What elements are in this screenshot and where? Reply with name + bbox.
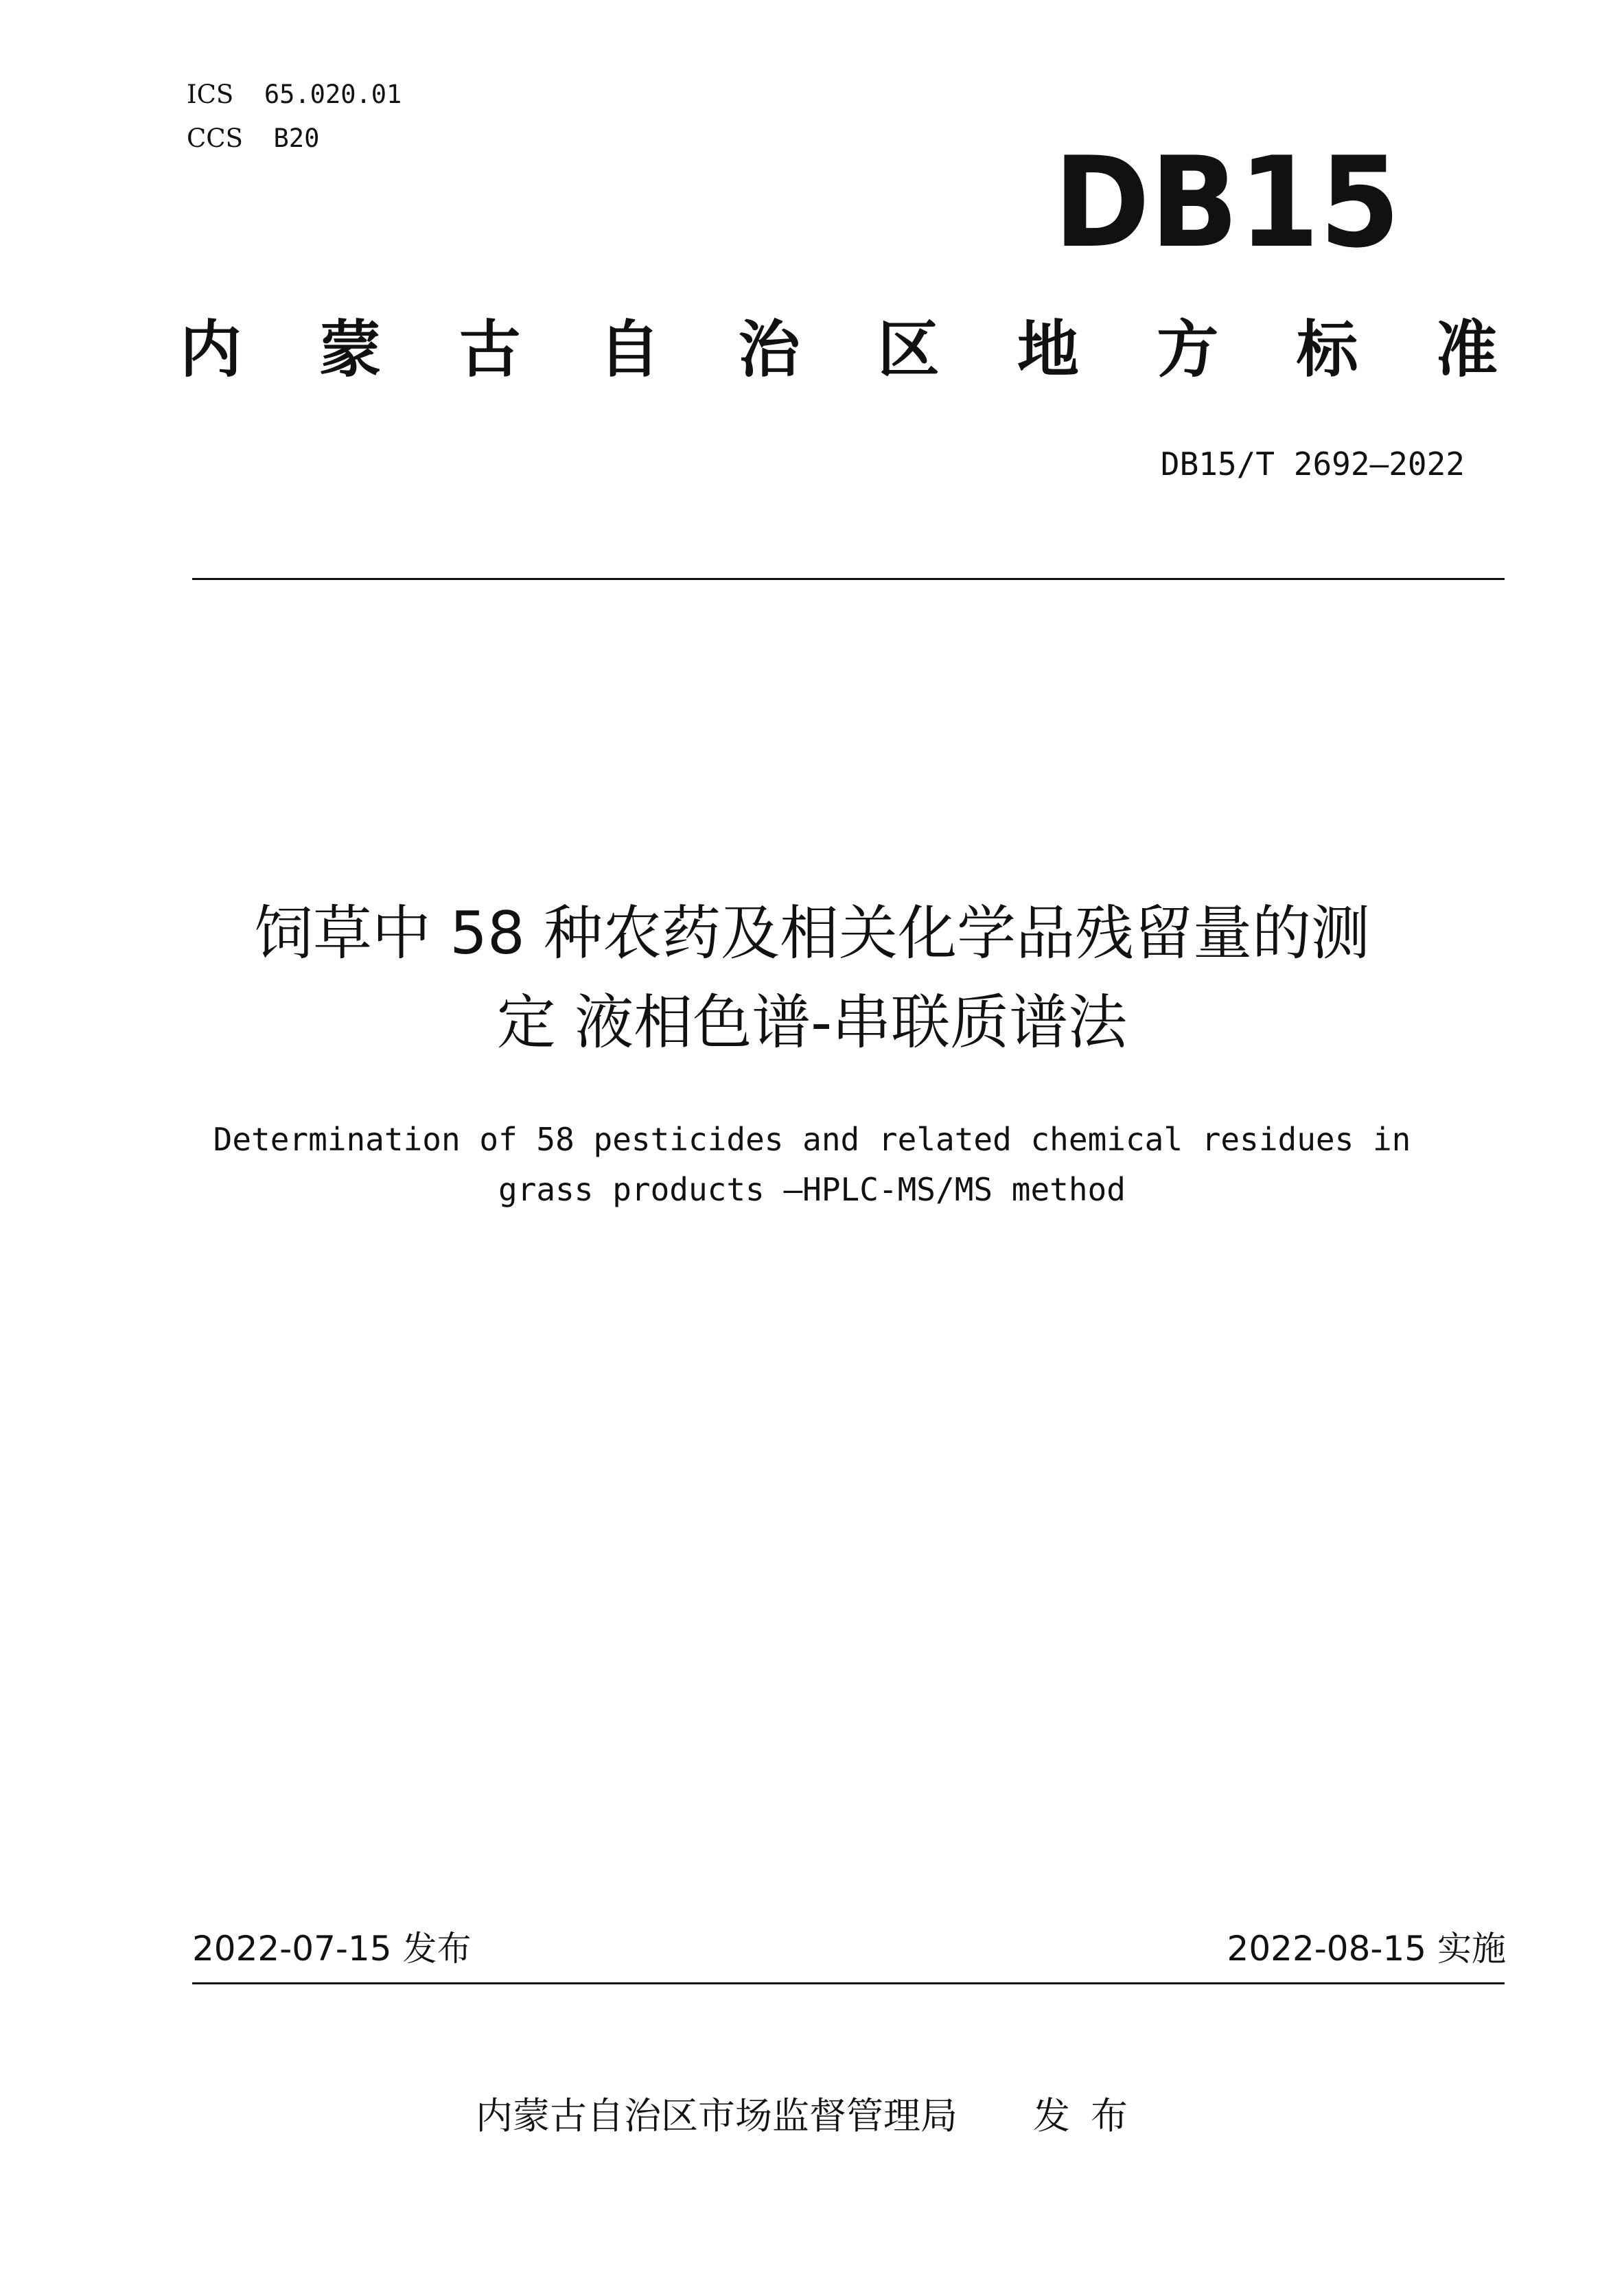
ccs-code-line: [187, 125, 319, 152]
ics-label: ICS: [187, 80, 234, 109]
standard-title-char: 治: [738, 314, 800, 386]
publisher: [0, 2094, 1624, 2139]
standard-title-char: 区: [877, 314, 940, 386]
title-en-line-1: Determination of 58 pesticides and related chemical residues in: [213, 1121, 1411, 1158]
standard-title-char: 地: [1017, 314, 1079, 386]
top-divider: [192, 578, 1505, 580]
bottom-divider: [192, 1982, 1505, 1984]
ccs-code: B20: [273, 124, 320, 153]
db15-logo: [1054, 151, 1404, 251]
standard-title-char: 内: [180, 314, 242, 386]
ics-code-line: [187, 81, 402, 108]
ccs-label: CCS: [187, 124, 243, 153]
standard-title-char: 蒙: [319, 314, 382, 386]
publisher-action: 发布: [1033, 2094, 1148, 2137]
title-cn-line-1: 饲草中 58 种农药及相关化学品残留量的测: [253, 899, 1371, 968]
standard-type-title: [180, 312, 1498, 388]
title-cn-line-2: 定 液相色谱-串联质谱法: [496, 988, 1128, 1057]
ics-code: 65.020.01: [264, 80, 402, 109]
standard-title-char: 古: [459, 314, 521, 386]
effective-date: 2022-08-15 实施: [1227, 1929, 1506, 1969]
standard-title-char: 标: [1296, 314, 1358, 386]
db15-logo-text: DB15: [1054, 151, 1400, 251]
standard-title-char: 自: [598, 314, 660, 386]
standard-number: DB15/T 2692—2022: [1160, 445, 1465, 483]
issue-date: 2022-07-15 发布: [192, 1929, 472, 1969]
publisher-name: 内蒙古自治区市场监督管理局: [476, 2094, 958, 2137]
title-en-line-2: grass products —HPLC-MS/MS method: [498, 1171, 1126, 1208]
standard-title-char: 方: [1157, 314, 1219, 386]
standard-title-char: 准: [1435, 314, 1498, 386]
